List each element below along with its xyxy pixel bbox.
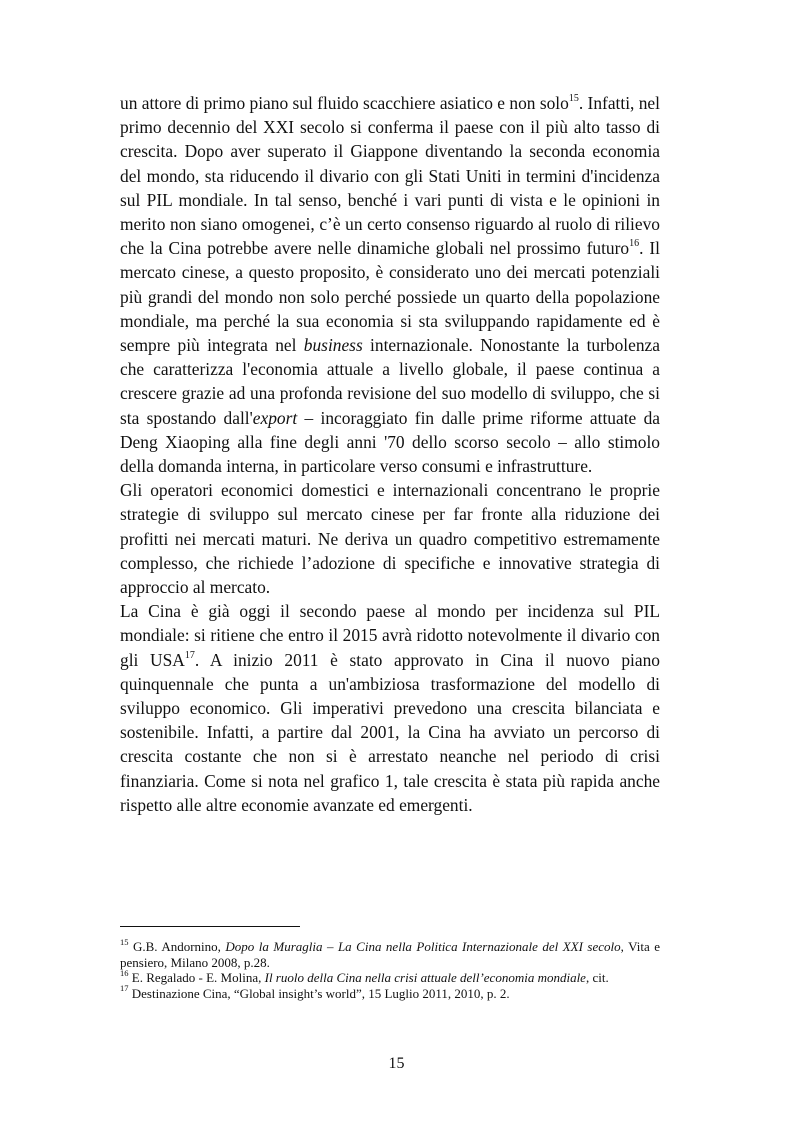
footnotes (120, 936, 661, 1001)
footnote-separator (120, 926, 300, 927)
footnote-title: Dopo la Muraglia – La Cina nella Politica Internazionale del XXI secolo (225, 939, 621, 954)
footnote-text: , Vita e pensiero, Milano 2008, p.28. (120, 939, 661, 970)
paragraph-1-text-4: internazionale. Nonostante la turbolenza che caratterizza l'economia attuale a livello globale, il paese continua a crescere grazie ad una profonda revisione del suo modello di sviluppo, che si sta spostando dall' (120, 335, 660, 428)
footnote-16 (120, 967, 660, 986)
body-text (120, 91, 660, 817)
footnote-number: 17 (120, 983, 129, 994)
paragraph-3-text-2: . A inizio 2011 è stato approvato in Cina il nuovo piano quinquennale che punta a un'ambiziosa trasformazione del modello di sviluppo economico. Gli imperativi prevedono una crescita bilanciata e sostenibile. Infatti, a partire dal 2001, la Cina ha avviato un percorso di crescita costante che non si è arrestato neanche nel periodo di crisi finanziaria. Come si nota nel grafico 1, tale crescita è stata più rapida anche rispetto alle altre economie avanzate ed emergenti. (120, 649, 660, 815)
paragraph-3-text-1: La Cina è già oggi il secondo paese al mondo per incidenza sul PIL mondiale: si ritiene che entro il 2015 avrà ridotto notevolmente il divario con gli USA (120, 601, 660, 670)
footnote-ref-17[interactable]: 17 (184, 649, 195, 661)
paragraph-3 (120, 599, 660, 817)
paragraph-1-text-3: . Il mercato cinese, a questo proposito, è considerato uno dei mercati potenziali più grandi del mondo non solo perché possiede un quarto della popolazione mondiale, ma perché la sua economia si sta sviluppando rapidamente ed è sempre più integrata nel (120, 238, 660, 356)
paragraph-1 (120, 91, 660, 478)
footnote-ref-15[interactable]: 15 (568, 93, 579, 105)
paragraph-2: Gli operatori economici domestici e internazionali concentrano le proprie strategie di sviluppo sul mercato cinese per far fronte alla riduzione dei profitti nei mercati maturi. Ne deriva un quadro competitivo estremamente complesso, che richiede l’adozione di specifiche e innovative strategia di approccio al mercato. (120, 480, 660, 598)
footnote-17 (120, 983, 660, 1002)
footnote-text: E. Regalado - E. Molina, (128, 970, 265, 986)
footnote-text: Destinazione Cina, “Global insight’s world”, 15 Luglio 2011, 2010, p. 2. (128, 985, 510, 1001)
footnote-text: G.B. Andornino, (128, 939, 226, 954)
emphasis-export: export (252, 407, 298, 428)
page-number: 15 (388, 1055, 405, 1072)
emphasis-business: business (303, 335, 363, 356)
footnote-ref-16[interactable]: 16 (629, 238, 640, 250)
footnote-15 (120, 936, 661, 970)
footnote-number: 16 (120, 967, 129, 978)
paragraph-1-text-5: – incoraggiato fin dalle prime riforme attuate da Deng Xiaoping alla fine degli anni '70 dello scorso secolo – allo stimolo della domanda interna, in particolare verso consumi e infrastrutture. (120, 407, 660, 477)
paragraph-1-text-2: . Infatti, nel primo decennio del XXI secolo si conferma il paese con il più alto tasso di crescita. Dopo aver superato il Giappone diventando la seconda economia del mondo, sta riducendo il divario con gli Stati Uniti in termini d'incidenza sul PIL mondiale. In tal senso, benché i vari punti di vista e le opinioni in merito non siano omogenei, c’è un certo consenso riguardo al ruolo di rilievo che la Cina potrebbe avere nelle dinamiche globali nel prossimo futuro (120, 93, 660, 259)
footnote-title: Il ruolo della Cina nella crisi attuale dell’economia mondiale (264, 970, 586, 986)
footnote-text: , cit. (585, 970, 609, 986)
paragraph-1-text-1: un attore di primo piano sul fluido scacchiere asiatico e non solo (120, 93, 569, 113)
footnote-number: 15 (120, 936, 129, 947)
